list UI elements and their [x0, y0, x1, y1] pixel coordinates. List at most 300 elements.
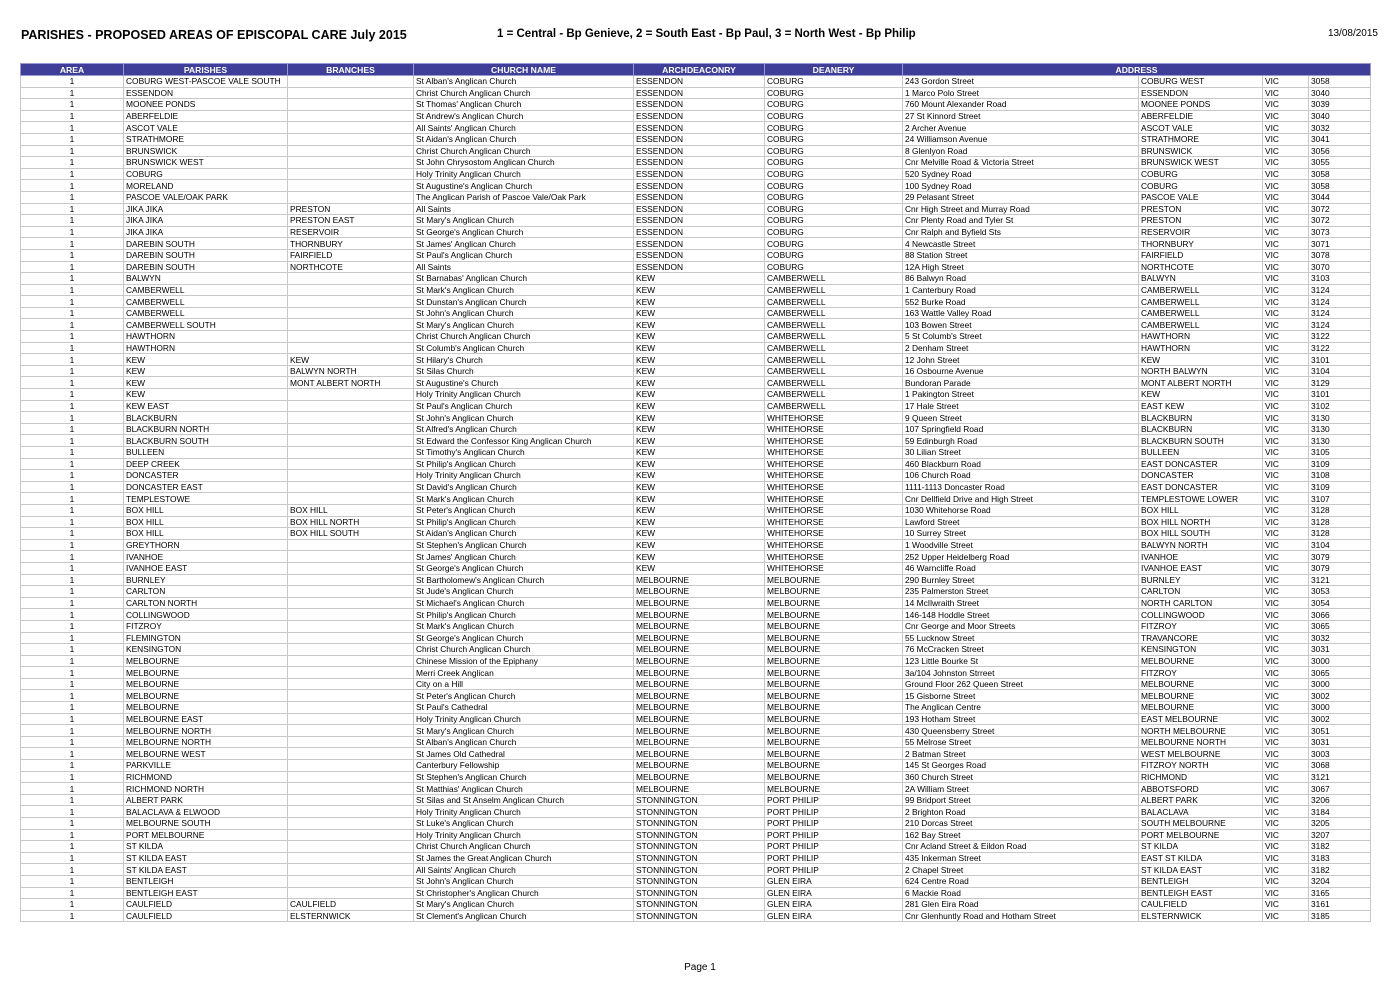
cell-area: 1	[21, 597, 124, 609]
cell-archdeaconry: MELBOURNE	[634, 644, 765, 656]
cell-street: 1 Marco Polo Street	[903, 87, 1139, 99]
cell-street: 1030 Whitehorse Road	[903, 504, 1139, 516]
cell-suburb: MELBOURNE NORTH	[1139, 736, 1263, 748]
cell-state: VIC	[1263, 562, 1309, 574]
cell-parish: MELBOURNE	[124, 655, 288, 667]
cell-archdeaconry: KEW	[634, 528, 765, 540]
cell-state: VIC	[1263, 899, 1309, 911]
table-row	[21, 238, 1371, 250]
cell-parish: ST KILDA EAST	[124, 852, 288, 864]
cell-church-name: St Stephen's Anglican Church	[414, 771, 634, 783]
cell-branch: CAULFIELD	[288, 899, 414, 911]
cell-archdeaconry: MELBOURNE	[634, 620, 765, 632]
cell-archdeaconry: MELBOURNE	[634, 690, 765, 702]
cell-area: 1	[21, 110, 124, 122]
cell-suburb: TEMPLESTOWE LOWER	[1139, 493, 1263, 505]
cell-state: VIC	[1263, 586, 1309, 598]
cell-archdeaconry: STONNINGTON	[634, 887, 765, 899]
cell-church-name: Canterbury Fellowship	[414, 760, 634, 772]
cell-suburb: BENTLEIGH	[1139, 875, 1263, 887]
cell-branch: ELSTERNWICK	[288, 910, 414, 922]
cell-street: 624 Centre Road	[903, 875, 1139, 887]
cell-parish: ST KILDA EAST	[124, 864, 288, 876]
cell-parish: CAMBERWELL	[124, 307, 288, 319]
cell-street: 281 Glen Eira Road	[903, 899, 1139, 911]
cell-street: 210 Dorcas Street	[903, 818, 1139, 830]
cell-postcode: 3206	[1309, 794, 1371, 806]
cell-church-name: St James' Anglican Church	[414, 238, 634, 250]
cell-church-name: St Timothy's Anglican Church	[414, 447, 634, 459]
cell-state: VIC	[1263, 354, 1309, 366]
cell-area: 1	[21, 458, 124, 470]
cell-deanery: WHITEHORSE	[765, 562, 903, 574]
cell-deanery: PORT PHILIP	[765, 806, 903, 818]
cell-suburb: BOX HILL NORTH	[1139, 516, 1263, 528]
cell-branch	[288, 87, 414, 99]
cell-state: VIC	[1263, 690, 1309, 702]
cell-state: VIC	[1263, 249, 1309, 261]
cell-deanery: CAMBERWELL	[765, 389, 903, 401]
cell-area: 1	[21, 226, 124, 238]
cell-church-name: All Saints	[414, 261, 634, 273]
cell-archdeaconry: STONNINGTON	[634, 852, 765, 864]
table-row	[21, 597, 1371, 609]
table-row	[21, 203, 1371, 215]
cell-state: VIC	[1263, 644, 1309, 656]
cell-suburb: CAMBERWELL	[1139, 296, 1263, 308]
table-row	[21, 342, 1371, 354]
cell-state: VIC	[1263, 551, 1309, 563]
cell-suburb: FITZROY NORTH	[1139, 760, 1263, 772]
cell-street: The Anglican Centre	[903, 702, 1139, 714]
cell-suburb: CARLTON	[1139, 586, 1263, 598]
cell-area: 1	[21, 296, 124, 308]
cell-deanery: CAMBERWELL	[765, 365, 903, 377]
cell-archdeaconry: MELBOURNE	[634, 748, 765, 760]
cell-suburb: EAST DONCASTER	[1139, 458, 1263, 470]
cell-parish: PASCOE VALE/OAK PARK	[124, 191, 288, 203]
cell-deanery: COBURG	[765, 110, 903, 122]
cell-archdeaconry: STONNINGTON	[634, 818, 765, 830]
cell-postcode: 3054	[1309, 597, 1371, 609]
table-row	[21, 690, 1371, 702]
cell-parish: FITZROY	[124, 620, 288, 632]
cell-deanery: WHITEHORSE	[765, 435, 903, 447]
cell-branch	[288, 702, 414, 714]
cell-church-name: St Jude's Anglican Church	[414, 586, 634, 598]
cell-church-name: Chinese Mission of the Epiphany	[414, 655, 634, 667]
cell-area: 1	[21, 806, 124, 818]
cell-postcode: 3124	[1309, 284, 1371, 296]
cell-branch	[288, 389, 414, 401]
cell-archdeaconry: ESSENDON	[634, 168, 765, 180]
cell-parish: MELBOURNE	[124, 667, 288, 679]
cell-archdeaconry: KEW	[634, 331, 765, 343]
cell-state: VIC	[1263, 261, 1309, 273]
cell-area: 1	[21, 736, 124, 748]
cell-church-name: All Saints' Anglican Church	[414, 122, 634, 134]
table-row	[21, 296, 1371, 308]
cell-street: 2 Chapel Street	[903, 864, 1139, 876]
cell-suburb: COBURG WEST	[1139, 76, 1263, 88]
cell-archdeaconry: KEW	[634, 273, 765, 285]
cell-state: VIC	[1263, 725, 1309, 737]
cell-area: 1	[21, 342, 124, 354]
cell-parish: KEW	[124, 365, 288, 377]
cell-archdeaconry: ESSENDON	[634, 76, 765, 88]
cell-postcode: 3066	[1309, 609, 1371, 621]
cell-parish: ABERFELDIE	[124, 110, 288, 122]
cell-area: 1	[21, 435, 124, 447]
cell-state: VIC	[1263, 180, 1309, 192]
table-row	[21, 284, 1371, 296]
cell-branch	[288, 655, 414, 667]
cell-church-name: St Paul's Anglican Church	[414, 249, 634, 261]
cell-postcode: 3002	[1309, 713, 1371, 725]
cell-deanery: COBURG	[765, 122, 903, 134]
cell-suburb: ST KILDA	[1139, 841, 1263, 853]
cell-branch	[288, 562, 414, 574]
cell-deanery: COBURG	[765, 76, 903, 88]
cell-postcode: 3109	[1309, 458, 1371, 470]
table-row	[21, 783, 1371, 795]
cell-postcode: 3032	[1309, 122, 1371, 134]
cell-area: 1	[21, 99, 124, 111]
parishes-table	[20, 63, 1371, 922]
cell-archdeaconry: MELBOURNE	[634, 771, 765, 783]
cell-state: VIC	[1263, 389, 1309, 401]
cell-street: Cnr Plenty Road and Tyler St	[903, 215, 1139, 227]
cell-street: 99 Bridport Street	[903, 794, 1139, 806]
cell-area: 1	[21, 423, 124, 435]
cell-church-name: Christ Church Anglican Church	[414, 87, 634, 99]
cell-suburb: ST KILDA EAST	[1139, 864, 1263, 876]
cell-state: VIC	[1263, 215, 1309, 227]
cell-church-name: St Mark's Anglican Church	[414, 284, 634, 296]
table-row	[21, 609, 1371, 621]
cell-parish: PORT MELBOURNE	[124, 829, 288, 841]
cell-deanery: WHITEHORSE	[765, 493, 903, 505]
cell-area: 1	[21, 702, 124, 714]
cell-street: 1 Woodville Street	[903, 539, 1139, 551]
cell-branch: BOX HILL NORTH	[288, 516, 414, 528]
cell-deanery: GLEN EIRA	[765, 875, 903, 887]
cell-deanery: CAMBERWELL	[765, 342, 903, 354]
cell-parish: BOX HILL	[124, 516, 288, 528]
cell-parish: KEW EAST	[124, 400, 288, 412]
cell-suburb: TRAVANCORE	[1139, 632, 1263, 644]
table-row	[21, 852, 1371, 864]
cell-deanery: COBURG	[765, 145, 903, 157]
cell-state: VIC	[1263, 516, 1309, 528]
cell-state: VIC	[1263, 655, 1309, 667]
table-row	[21, 180, 1371, 192]
cell-street: 103 Bowen Street	[903, 319, 1139, 331]
cell-branch	[288, 748, 414, 760]
cell-postcode: 3165	[1309, 887, 1371, 899]
cell-state: VIC	[1263, 296, 1309, 308]
cell-church-name: Holy Trinity Anglican Church	[414, 713, 634, 725]
cell-state: VIC	[1263, 365, 1309, 377]
cell-suburb: BOX HILL	[1139, 504, 1263, 516]
cell-deanery: WHITEHORSE	[765, 412, 903, 424]
cell-postcode: 3000	[1309, 678, 1371, 690]
cell-state: VIC	[1263, 736, 1309, 748]
cell-state: VIC	[1263, 620, 1309, 632]
cell-deanery: PORT PHILIP	[765, 841, 903, 853]
cell-deanery: COBURG	[765, 249, 903, 261]
cell-state: VIC	[1263, 632, 1309, 644]
cell-street: Cnr Melville Road & Victoria Street	[903, 157, 1139, 169]
cell-branch	[288, 481, 414, 493]
cell-parish: ESSENDON	[124, 87, 288, 99]
cell-street: 46 Warncliffe Road	[903, 562, 1139, 574]
cell-church-name: St Mark's Anglican Church	[414, 493, 634, 505]
column-header-branches: BRANCHES	[288, 64, 414, 76]
cell-postcode: 3058	[1309, 168, 1371, 180]
cell-area: 1	[21, 284, 124, 296]
cell-church-name: Christ Church Anglican Church	[414, 331, 634, 343]
cell-church-name: St George's Anglican Church	[414, 632, 634, 644]
cell-postcode: 3002	[1309, 690, 1371, 702]
table-row	[21, 319, 1371, 331]
cell-postcode: 3130	[1309, 412, 1371, 424]
cell-deanery: WHITEHORSE	[765, 539, 903, 551]
cell-parish: MELBOURNE NORTH	[124, 725, 288, 737]
cell-church-name: St Alfred's Anglican Church	[414, 423, 634, 435]
cell-church-name: St Mary's Anglican Church	[414, 725, 634, 737]
cell-deanery: COBURG	[765, 215, 903, 227]
cell-area: 1	[21, 87, 124, 99]
cell-church-name: St George's Anglican Church	[414, 226, 634, 238]
cell-deanery: COBURG	[765, 238, 903, 250]
table-row	[21, 87, 1371, 99]
cell-area: 1	[21, 667, 124, 679]
cell-church-name: St Aidan's Anglican Church	[414, 528, 634, 540]
cell-parish: CARLTON	[124, 586, 288, 598]
cell-suburb: SOUTH MELBOURNE	[1139, 818, 1263, 830]
cell-church-name: St Mary's Anglican Church	[414, 319, 634, 331]
cell-archdeaconry: STONNINGTON	[634, 829, 765, 841]
cell-church-name: Holy Trinity Anglican Church	[414, 389, 634, 401]
cell-church-name: St John's Anglican Church	[414, 307, 634, 319]
print-date: 13/08/2015	[1327, 28, 1378, 39]
cell-archdeaconry: KEW	[634, 458, 765, 470]
cell-area: 1	[21, 481, 124, 493]
cell-postcode: 3056	[1309, 145, 1371, 157]
table-row	[21, 806, 1371, 818]
cell-archdeaconry: MELBOURNE	[634, 632, 765, 644]
cell-street: Cnr Dellfield Drive and High Street	[903, 493, 1139, 505]
cell-area: 1	[21, 122, 124, 134]
cell-street: 76 McCracken Street	[903, 644, 1139, 656]
cell-parish: COBURG	[124, 168, 288, 180]
cell-postcode: 3107	[1309, 493, 1371, 505]
cell-suburb: CAULFIELD	[1139, 899, 1263, 911]
cell-branch	[288, 690, 414, 702]
cell-postcode: 3071	[1309, 238, 1371, 250]
table-row	[21, 215, 1371, 227]
cell-deanery: MELBOURNE	[765, 586, 903, 598]
cell-street: Ground Floor 262 Queen Street	[903, 678, 1139, 690]
table-row	[21, 574, 1371, 586]
cell-branch	[288, 157, 414, 169]
cell-suburb: ALBERT PARK	[1139, 794, 1263, 806]
cell-street: 2 Archer Avenue	[903, 122, 1139, 134]
table-row	[21, 458, 1371, 470]
cell-state: VIC	[1263, 794, 1309, 806]
cell-archdeaconry: KEW	[634, 423, 765, 435]
cell-postcode: 3130	[1309, 423, 1371, 435]
cell-suburb: BENTLEIGH EAST	[1139, 887, 1263, 899]
cell-street: 1 Pakington Street	[903, 389, 1139, 401]
table-row	[21, 841, 1371, 853]
cell-parish: BURNLEY	[124, 574, 288, 586]
table-row	[21, 122, 1371, 134]
cell-branch	[288, 760, 414, 772]
cell-parish: HAWTHORN	[124, 342, 288, 354]
cell-state: VIC	[1263, 771, 1309, 783]
cell-state: VIC	[1263, 87, 1309, 99]
cell-area: 1	[21, 203, 124, 215]
cell-state: VIC	[1263, 864, 1309, 876]
cell-deanery: MELBOURNE	[765, 644, 903, 656]
cell-branch	[288, 539, 414, 551]
cell-deanery: MELBOURNE	[765, 574, 903, 586]
cell-archdeaconry: MELBOURNE	[634, 736, 765, 748]
cell-deanery: GLEN EIRA	[765, 887, 903, 899]
cell-archdeaconry: MELBOURNE	[634, 609, 765, 621]
cell-state: VIC	[1263, 122, 1309, 134]
cell-street: 88 Station Street	[903, 249, 1139, 261]
table-row	[21, 76, 1371, 88]
cell-parish: MELBOURNE EAST	[124, 713, 288, 725]
cell-deanery: CAMBERWELL	[765, 377, 903, 389]
cell-suburb: BALACLAVA	[1139, 806, 1263, 818]
table-row	[21, 400, 1371, 412]
cell-postcode: 3079	[1309, 551, 1371, 563]
cell-parish: CAULFIELD	[124, 899, 288, 911]
cell-branch	[288, 620, 414, 632]
cell-state: VIC	[1263, 910, 1309, 922]
cell-postcode: 3058	[1309, 76, 1371, 88]
table-row	[21, 389, 1371, 401]
cell-state: VIC	[1263, 493, 1309, 505]
cell-deanery: MELBOURNE	[765, 620, 903, 632]
cell-state: VIC	[1263, 191, 1309, 203]
cell-parish: COBURG WEST-PASCOE VALE SOUTH	[124, 76, 288, 88]
cell-parish: TEMPLESTOWE	[124, 493, 288, 505]
cell-archdeaconry: ESSENDON	[634, 145, 765, 157]
cell-street: Cnr Glenhuntly Road and Hotham Street	[903, 910, 1139, 922]
cell-archdeaconry: STONNINGTON	[634, 910, 765, 922]
cell-suburb: RICHMOND	[1139, 771, 1263, 783]
cell-archdeaconry: STONNINGTON	[634, 899, 765, 911]
cell-archdeaconry: KEW	[634, 447, 765, 459]
cell-parish: DONCASTER EAST	[124, 481, 288, 493]
table-row	[21, 864, 1371, 876]
cell-parish: IVANHOE	[124, 551, 288, 563]
cell-state: VIC	[1263, 481, 1309, 493]
cell-postcode: 3065	[1309, 667, 1371, 679]
cell-church-name: St Luke's Anglican Church	[414, 818, 634, 830]
column-header-parishes: PARISHES	[124, 64, 288, 76]
cell-area: 1	[21, 551, 124, 563]
cell-deanery: MELBOURNE	[765, 760, 903, 772]
cell-suburb: COBURG	[1139, 180, 1263, 192]
cell-state: VIC	[1263, 818, 1309, 830]
table-row	[21, 481, 1371, 493]
cell-deanery: PORT PHILIP	[765, 818, 903, 830]
cell-postcode: 3121	[1309, 574, 1371, 586]
cell-state: VIC	[1263, 423, 1309, 435]
cell-suburb: MELBOURNE	[1139, 678, 1263, 690]
cell-archdeaconry: KEW	[634, 307, 765, 319]
cell-street: 552 Burke Road	[903, 296, 1139, 308]
cell-parish: BLACKBURN NORTH	[124, 423, 288, 435]
cell-parish: ST KILDA	[124, 841, 288, 853]
cell-area: 1	[21, 238, 124, 250]
cell-parish: DAREBIN SOUTH	[124, 249, 288, 261]
table-row	[21, 551, 1371, 563]
cell-parish: GREYTHORN	[124, 539, 288, 551]
cell-suburb: THORNBURY	[1139, 238, 1263, 250]
cell-street: 5 St Columb's Street	[903, 331, 1139, 343]
cell-postcode: 3205	[1309, 818, 1371, 830]
cell-archdeaconry: MELBOURNE	[634, 725, 765, 737]
cell-parish: MELBOURNE	[124, 678, 288, 690]
cell-deanery: MELBOURNE	[765, 702, 903, 714]
table-row	[21, 99, 1371, 111]
cell-postcode: 3103	[1309, 273, 1371, 285]
cell-postcode: 3182	[1309, 841, 1371, 853]
cell-branch	[288, 273, 414, 285]
cell-branch	[288, 806, 414, 818]
cell-archdeaconry: KEW	[634, 470, 765, 482]
cell-branch	[288, 145, 414, 157]
cell-church-name: Merri Creek Anglican	[414, 667, 634, 679]
cell-postcode: 3065	[1309, 620, 1371, 632]
cell-area: 1	[21, 632, 124, 644]
cell-area: 1	[21, 586, 124, 598]
cell-area: 1	[21, 180, 124, 192]
cell-branch	[288, 818, 414, 830]
cell-deanery: PORT PHILIP	[765, 852, 903, 864]
cell-branch	[288, 841, 414, 853]
cell-suburb: BLACKBURN	[1139, 412, 1263, 424]
cell-deanery: MELBOURNE	[765, 725, 903, 737]
cell-state: VIC	[1263, 319, 1309, 331]
cell-branch	[288, 771, 414, 783]
table-row	[21, 412, 1371, 424]
cell-state: VIC	[1263, 238, 1309, 250]
cell-suburb: EAST ST KILDA	[1139, 852, 1263, 864]
cell-branch	[288, 296, 414, 308]
cell-archdeaconry: ESSENDON	[634, 249, 765, 261]
cell-branch: FAIRFIELD	[288, 249, 414, 261]
cell-suburb: PRESTON	[1139, 203, 1263, 215]
cell-street: Cnr Ralph and Byfield Sts	[903, 226, 1139, 238]
cell-archdeaconry: KEW	[634, 284, 765, 296]
table-row	[21, 899, 1371, 911]
cell-deanery: COBURG	[765, 87, 903, 99]
table-row	[21, 331, 1371, 343]
cell-suburb: NORTH MELBOURNE	[1139, 725, 1263, 737]
cell-state: VIC	[1263, 829, 1309, 841]
cell-suburb: HAWTHORN	[1139, 342, 1263, 354]
cell-state: VIC	[1263, 702, 1309, 714]
cell-branch	[288, 307, 414, 319]
